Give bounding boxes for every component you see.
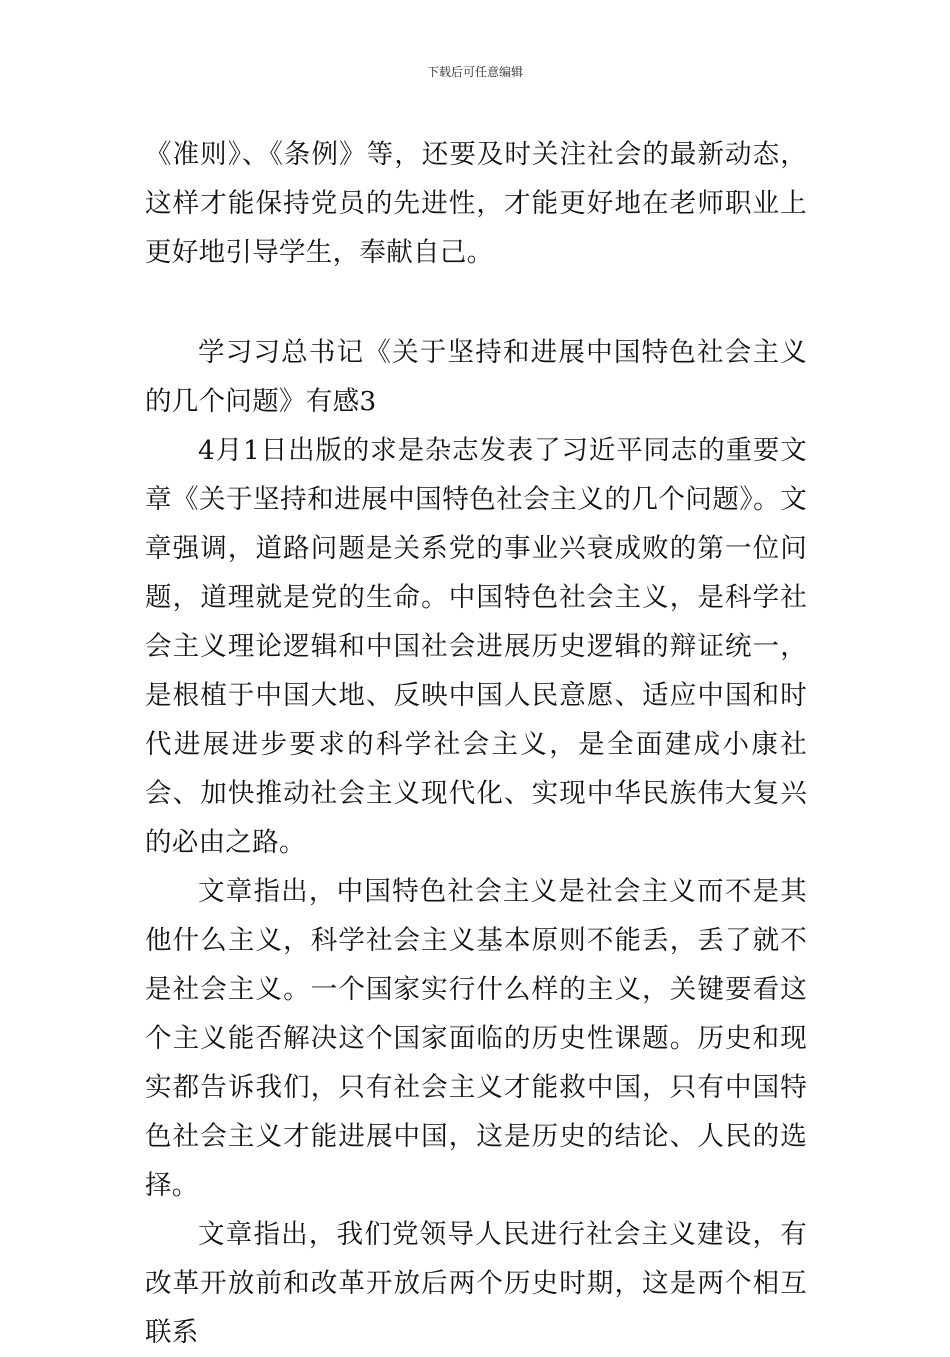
paragraph: 4月1日出版的求是杂志发表了习近平同志的重要文章《关于坚持和进展中国特色社会主义的几个问题》。文章强调，道路问题是关系党的事业兴衰成败的第一位问题，道理就是党的生命。中国特色社会主义，是科学社会主义理论逻辑和中国社会进展历史逻辑的辩证统一，是根植于中国大地、反映中国人民意愿、适应中国和时代进展进步要求的科学社会主义，是全面建成小康社会、加快推动社会主义现代化、实现中华民族伟大复兴的必由之路。 [145, 435, 807, 858]
section-gap [145, 277, 807, 328]
paragraph-continued: 《准则》、《条例》等，还要及时关注社会的最新动态，这样才能保持党员的先进性，才能更好地在老师职业上更好地引导学生，奉献自己。 [145, 139, 807, 268]
document-body [145, 130, 807, 1357]
section-title: 学习习总书记《关于坚持和进展中国特色社会主义的几个问题》有感3 [145, 337, 807, 417]
paragraph: 文章指出，我们党领导人民进行社会主义建设，有改革开放前和改革开放后两个历史时期，这是两个相互联系 [145, 1219, 807, 1348]
paragraph: 文章指出，中国特色社会主义是社会主义而不是其他什么主义，科学社会主义基本原则不能丢，丢了就不是社会主义。一个国家实行什么样的主义，关键要看这个主义能否解决这个国家面临的历史性课题。历史和现实都告诉我们，只有社会主义才能救中国，只有中国特色社会主义才能进展中国，这是历史的结论、人民的选择。 [145, 876, 807, 1201]
page-header: 下载后可任意编辑 [426, 65, 523, 79]
